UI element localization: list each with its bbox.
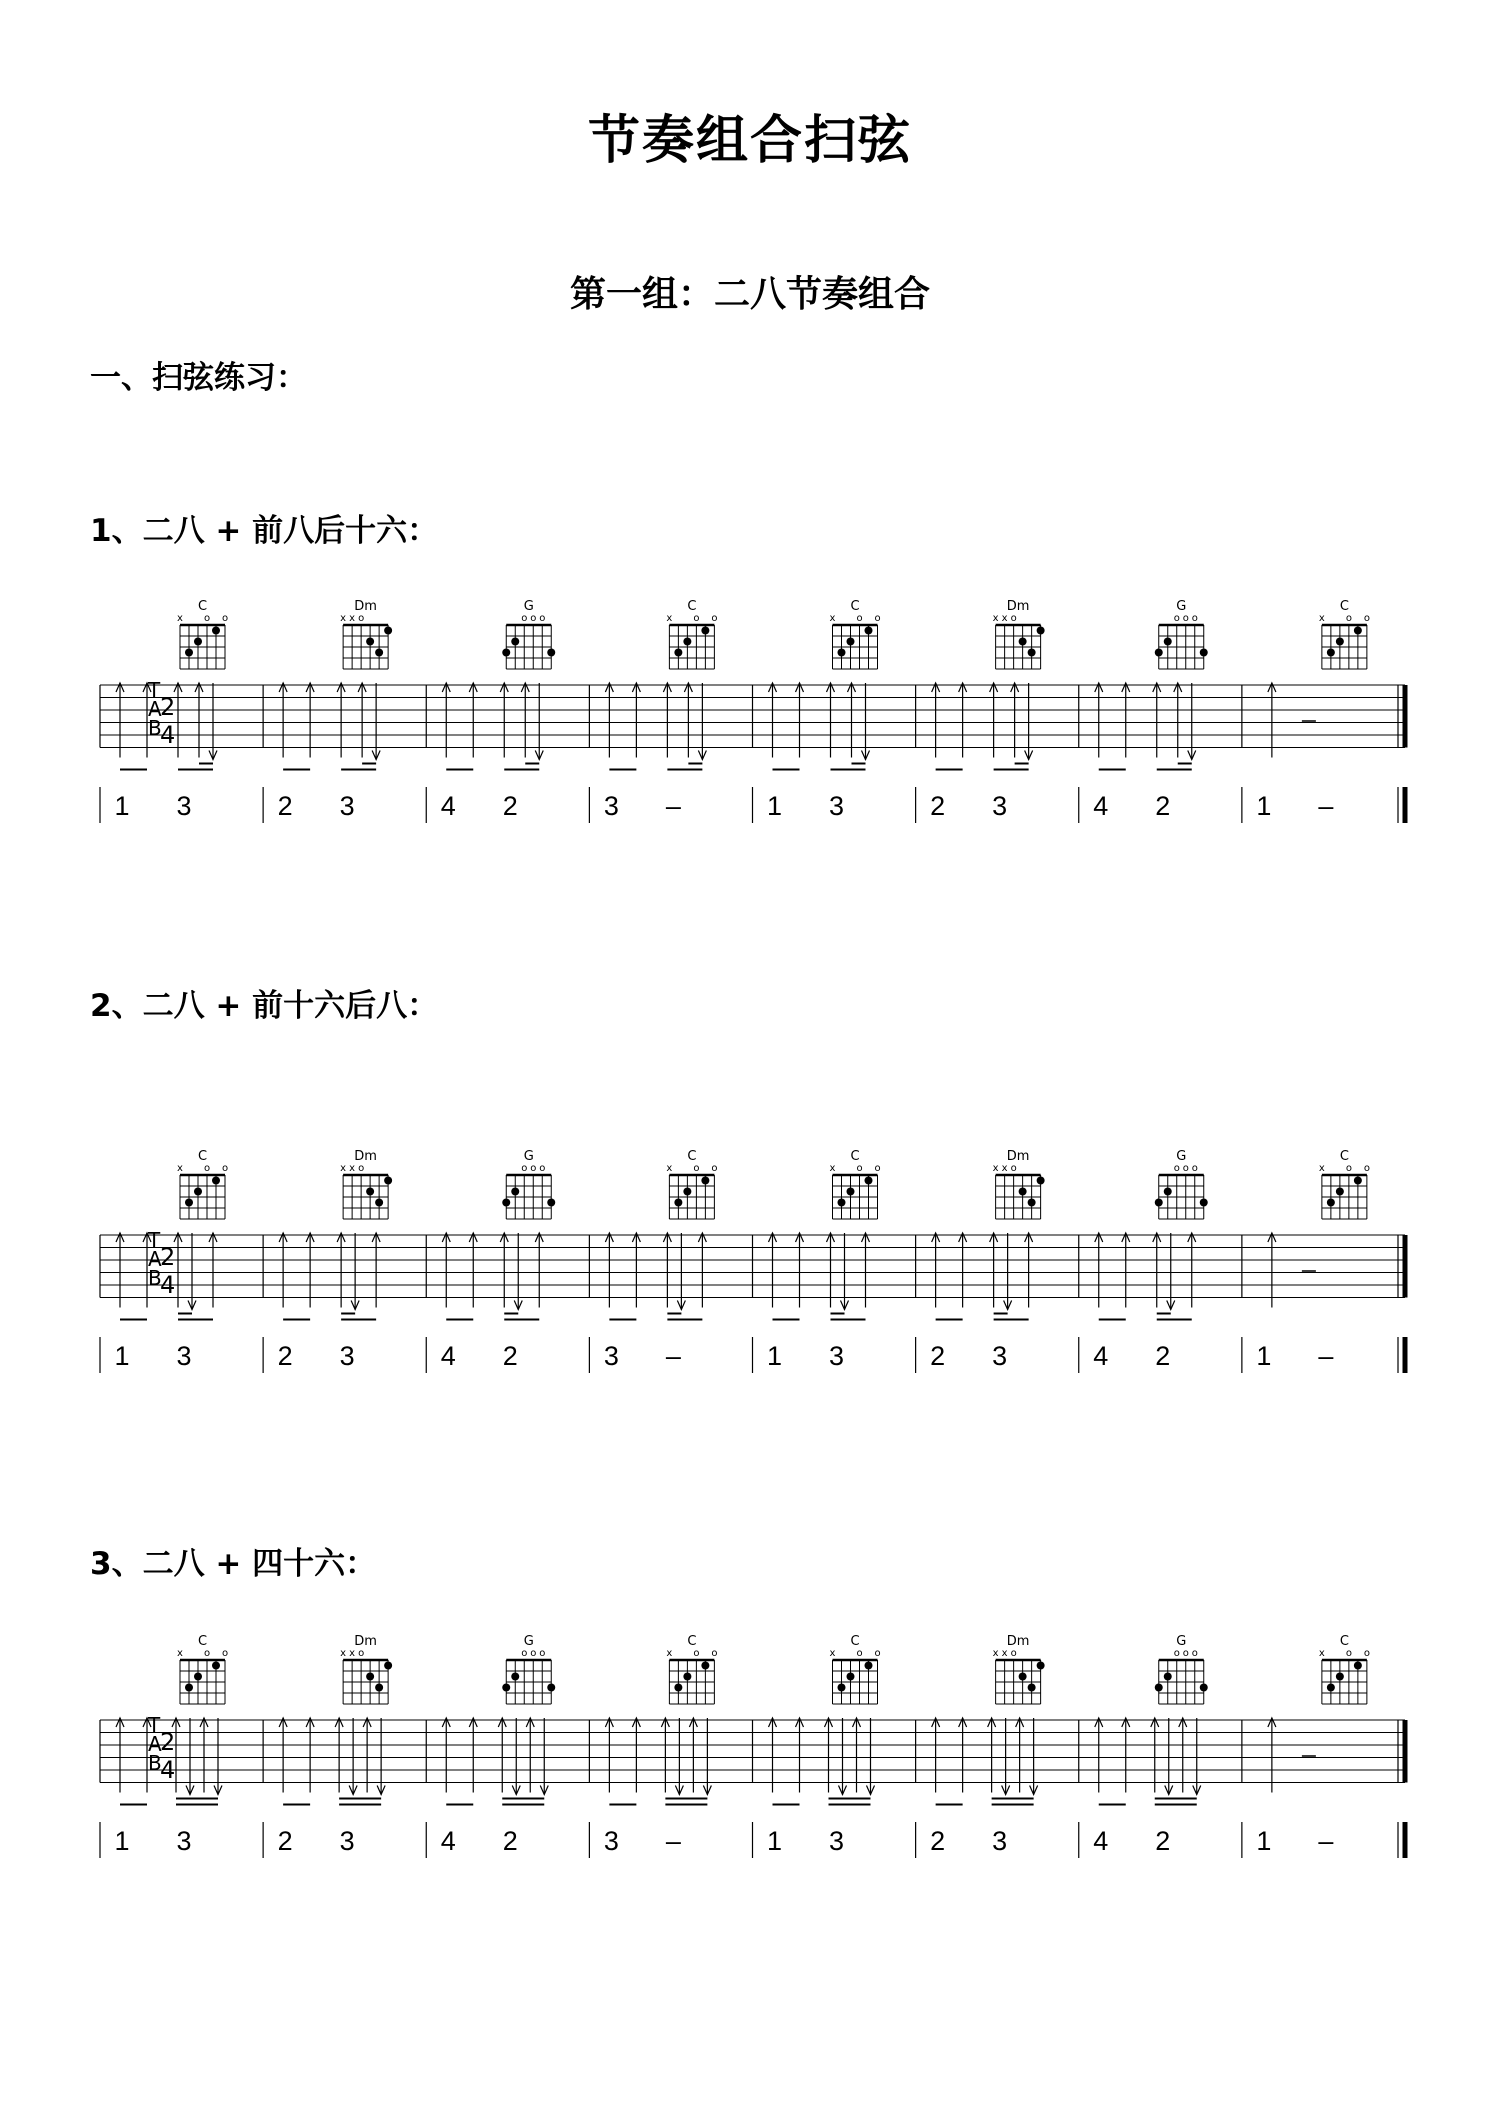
note-number: 3 — [828, 791, 845, 821]
open-marker: o — [1173, 1163, 1180, 1174]
strum-measure — [605, 1233, 706, 1320]
finger-dot — [674, 1199, 682, 1207]
finger-dot — [683, 1188, 691, 1196]
open-marker: o — [530, 1648, 537, 1659]
chord-diagram-c — [666, 1149, 717, 1219]
open-marker: o — [1191, 613, 1198, 624]
note-number: 4 — [440, 1341, 456, 1371]
strum-measure — [279, 683, 380, 770]
chord-diagram-g — [1155, 599, 1208, 669]
note-number: 1 — [114, 1341, 130, 1371]
exercise-3-score — [0, 1625, 1500, 1885]
open-marker: o — [530, 613, 537, 624]
open-marker: o — [711, 613, 718, 624]
sustain-dash: – — [665, 791, 681, 821]
muted-marker: x — [349, 1648, 356, 1659]
tab-letter: A — [148, 1247, 162, 1271]
finger-dot — [1327, 649, 1335, 657]
finger-dot — [511, 1673, 519, 1681]
numbered-notation — [100, 787, 1405, 823]
time-signature-bottom: 4 — [160, 1756, 176, 1784]
open-marker: o — [1173, 613, 1180, 624]
finger-dot — [185, 1684, 193, 1692]
open-marker: o — [221, 1648, 229, 1659]
finger-dot — [366, 638, 374, 646]
exercise-3-label: 3、二八 + 四十六： — [90, 1546, 377, 1582]
tab-letter: A — [148, 697, 162, 721]
strum-measure — [932, 683, 1033, 770]
finger-dot — [1155, 1199, 1163, 1207]
muted-marker: x — [177, 1163, 183, 1174]
finger-dot — [185, 1199, 193, 1207]
chord-diagram-dm — [340, 1634, 392, 1704]
open-marker: o — [1010, 1648, 1017, 1659]
strum-measure — [605, 683, 706, 770]
note-number: 2 — [930, 1826, 946, 1856]
finger-dot — [1164, 638, 1172, 646]
chord-name: Dm — [1006, 1634, 1030, 1649]
open-marker: o — [1345, 1163, 1352, 1174]
strum-measure — [1268, 1718, 1316, 1793]
open-marker: o — [539, 1648, 546, 1659]
chord-diagram-g — [502, 1634, 555, 1704]
time-signature-top: 2 — [160, 1728, 176, 1756]
chord-diagram-c — [177, 1634, 228, 1704]
note-number: 1 — [1256, 1341, 1272, 1371]
finger-dot — [1019, 638, 1027, 646]
note-number: 1 — [1256, 1826, 1272, 1856]
muted-marker: x — [340, 1163, 347, 1174]
note-number: 1 — [766, 791, 783, 821]
open-marker: o — [358, 1163, 365, 1174]
muted-marker: x — [177, 613, 183, 624]
chord-name: C — [850, 1149, 860, 1164]
chord-name: G — [1176, 1149, 1187, 1164]
time-signature-bottom: 4 — [160, 721, 176, 749]
chord-name: Dm — [354, 1149, 377, 1164]
open-marker: o — [1363, 1163, 1370, 1174]
finger-dot — [1354, 1662, 1362, 1670]
chord-name: C — [687, 1149, 697, 1164]
finger-dot — [547, 649, 555, 657]
open-marker: o — [856, 1648, 863, 1659]
open-marker: o — [874, 1163, 881, 1174]
open-marker: o — [693, 1163, 700, 1174]
note-number: 4 — [440, 1826, 456, 1856]
chord-name: C — [1339, 1634, 1349, 1649]
chord-name: Dm — [1006, 1149, 1030, 1164]
chord-name: C — [850, 1634, 860, 1649]
note-number: 3 — [992, 1826, 1008, 1856]
note-number: 1 — [1256, 791, 1272, 821]
open-marker: o — [203, 1648, 211, 1659]
note-number: 3 — [176, 1341, 192, 1371]
chord-name: Dm — [1006, 599, 1030, 614]
tab-letter: T — [148, 1713, 161, 1737]
finger-dot — [502, 1199, 510, 1207]
chord-diagram-dm — [340, 599, 392, 669]
note-number: 2 — [502, 791, 518, 821]
note-number: 3 — [339, 791, 355, 821]
note-number: 3 — [603, 1341, 619, 1371]
strum-measure — [442, 683, 543, 770]
finger-dot — [847, 1188, 855, 1196]
open-marker: o — [711, 1163, 718, 1174]
finger-dot — [511, 1188, 519, 1196]
note-number: 3 — [339, 1826, 355, 1856]
finger-dot — [1354, 627, 1362, 635]
finger-dot — [847, 638, 855, 646]
open-marker: o — [1191, 1163, 1198, 1174]
finger-dot — [1028, 1199, 1036, 1207]
chord-diagram-g — [502, 1149, 555, 1219]
finger-dot — [674, 649, 682, 657]
chord-name: G — [523, 1149, 534, 1164]
open-marker: o — [1010, 613, 1017, 624]
exercise-1-label: 1、二八 + 前八后十六： — [90, 513, 439, 549]
note-number: 3 — [992, 791, 1008, 821]
finger-dot — [1336, 1673, 1344, 1681]
sustain-dash: – — [1318, 1826, 1334, 1856]
chord-name: C — [687, 1634, 697, 1649]
muted-marker: x — [829, 613, 836, 624]
finger-dot — [1164, 1188, 1172, 1196]
exercise-1-score — [0, 590, 1500, 850]
chord-diagram-c — [1319, 599, 1370, 669]
muted-marker: x — [1001, 613, 1008, 624]
note-number: 3 — [828, 1826, 845, 1856]
section-heading: 一、扫弦练习： — [90, 360, 307, 396]
finger-dot — [384, 627, 392, 635]
note-number: 2 — [277, 791, 293, 821]
note-number: 2 — [1155, 1341, 1171, 1371]
tab-staff — [100, 1713, 1405, 1784]
exercise-2-score — [0, 1140, 1500, 1400]
open-marker: o — [521, 1163, 528, 1174]
sustain-dash: – — [1318, 791, 1334, 821]
chord-diagram-c — [666, 1634, 717, 1704]
muted-marker: x — [349, 1163, 356, 1174]
sustain-dash: – — [665, 1341, 681, 1371]
sustain-dash: – — [665, 1826, 681, 1856]
muted-marker: x — [340, 613, 347, 624]
note-number: 3 — [603, 791, 619, 821]
muted-marker: x — [1001, 1648, 1008, 1659]
tab-staff — [100, 678, 1405, 749]
open-marker: o — [693, 1648, 700, 1659]
tab-letter: T — [148, 678, 161, 702]
finger-dot — [683, 1673, 691, 1681]
chord-name: Dm — [354, 599, 377, 614]
open-marker: o — [711, 1648, 718, 1659]
note-number: 4 — [1093, 1341, 1109, 1371]
finger-dot — [547, 1199, 555, 1207]
open-marker: o — [1182, 1163, 1189, 1174]
note-number: 1 — [766, 1826, 783, 1856]
strum-measure — [1095, 1718, 1201, 1805]
tab-letter: B — [148, 1751, 162, 1775]
finger-dot — [194, 1673, 202, 1681]
finger-dot — [502, 1684, 510, 1692]
finger-dot — [1164, 1673, 1172, 1681]
finger-dot — [1354, 1177, 1362, 1185]
sustain-dash: – — [1318, 1341, 1334, 1371]
chord-name: G — [523, 599, 534, 614]
note-number: 2 — [277, 1341, 293, 1371]
tab-letter: B — [148, 716, 162, 740]
chord-name: G — [1176, 599, 1187, 614]
tab-letter: B — [148, 1266, 162, 1290]
note-number: 2 — [277, 1826, 293, 1856]
open-marker: o — [530, 1163, 537, 1174]
note-number: 1 — [114, 1826, 130, 1856]
finger-dot — [865, 627, 873, 635]
finger-dot — [701, 1177, 709, 1185]
open-marker: o — [221, 1163, 229, 1174]
chord-name: C — [1339, 599, 1349, 614]
finger-dot — [384, 1177, 392, 1185]
open-marker: o — [1345, 1648, 1352, 1659]
open-marker: o — [1010, 1163, 1017, 1174]
strum-measure — [279, 1718, 385, 1805]
chord-name: C — [197, 1634, 208, 1649]
chord-diagram-dm — [993, 599, 1045, 669]
note-number: 2 — [1155, 791, 1171, 821]
muted-marker: x — [829, 1648, 836, 1659]
chord-name: C — [197, 1149, 208, 1164]
chord-diagram-c — [177, 599, 228, 669]
note-number: 3 — [339, 1341, 355, 1371]
finger-dot — [375, 1199, 383, 1207]
finger-dot — [1200, 649, 1208, 657]
finger-dot — [1200, 1684, 1208, 1692]
note-number: 4 — [1093, 791, 1109, 821]
note-number: 3 — [828, 1341, 845, 1371]
open-marker: o — [693, 613, 700, 624]
finger-dot — [865, 1662, 873, 1670]
muted-marker: x — [1318, 1648, 1325, 1659]
finger-dot — [674, 1684, 682, 1692]
open-marker: o — [1345, 613, 1352, 624]
open-marker: o — [221, 613, 229, 624]
open-marker: o — [539, 613, 546, 624]
finger-dot — [1327, 1684, 1335, 1692]
finger-dot — [1037, 1177, 1045, 1185]
open-marker: o — [1173, 1648, 1180, 1659]
open-marker: o — [521, 613, 528, 624]
muted-marker: x — [666, 1648, 673, 1659]
group-subtitle: 第一组：二八节奏组合 — [569, 274, 930, 315]
open-marker: o — [1363, 1648, 1370, 1659]
open-marker: o — [1363, 613, 1370, 624]
open-marker: o — [874, 1648, 881, 1659]
finger-dot — [847, 1673, 855, 1681]
finger-dot — [1336, 638, 1344, 646]
note-number: 2 — [502, 1341, 518, 1371]
chord-name: C — [687, 599, 697, 614]
strum-measure — [605, 1718, 711, 1805]
strum-measure — [1095, 683, 1196, 770]
strum-measure — [1268, 1233, 1316, 1308]
strum-measure — [769, 1718, 875, 1805]
muted-marker: x — [340, 1648, 347, 1659]
open-marker: o — [1182, 613, 1189, 624]
note-number: 3 — [176, 1826, 192, 1856]
chord-name: C — [197, 599, 208, 614]
time-signature-bottom: 4 — [160, 1271, 176, 1299]
note-number: 1 — [766, 1341, 783, 1371]
chord-diagram-c — [830, 1149, 881, 1219]
muted-marker: x — [829, 1163, 836, 1174]
finger-dot — [683, 638, 691, 646]
finger-dot — [366, 1673, 374, 1681]
chord-diagram-c — [830, 599, 881, 669]
time-signature-top: 2 — [160, 693, 176, 721]
finger-dot — [838, 1199, 846, 1207]
finger-dot — [212, 627, 220, 635]
muted-marker: x — [177, 1648, 183, 1659]
note-number: 3 — [603, 1826, 619, 1856]
muted-marker: x — [666, 1163, 673, 1174]
note-number: 2 — [930, 791, 946, 821]
note-number: 4 — [440, 791, 456, 821]
finger-dot — [1019, 1673, 1027, 1681]
finger-dot — [1336, 1188, 1344, 1196]
chord-name: Dm — [354, 1634, 377, 1649]
strum-measure — [442, 1233, 543, 1320]
note-number: 3 — [176, 791, 192, 821]
strum-measure — [1095, 1233, 1196, 1320]
chord-diagram-dm — [340, 1149, 392, 1219]
open-marker: o — [358, 613, 365, 624]
finger-dot — [701, 1662, 709, 1670]
chord-diagram-g — [1155, 1149, 1208, 1219]
chord-name: G — [1176, 1634, 1187, 1649]
open-marker: o — [539, 1163, 546, 1174]
open-marker: o — [1191, 1648, 1198, 1659]
note-number: 2 — [502, 1826, 518, 1856]
chord-diagram-c — [830, 1634, 881, 1704]
finger-dot — [194, 1188, 202, 1196]
chord-diagram-dm — [993, 1149, 1045, 1219]
chord-diagram-c — [1319, 1634, 1370, 1704]
strum-measure — [1268, 683, 1316, 758]
time-signature-top: 2 — [160, 1243, 176, 1271]
chord-diagram-g — [502, 599, 555, 669]
chord-name: C — [850, 599, 860, 614]
open-marker: o — [1182, 1648, 1189, 1659]
open-marker: o — [521, 1648, 528, 1659]
finger-dot — [1037, 627, 1045, 635]
muted-marker: x — [992, 613, 999, 624]
muted-marker: x — [992, 1163, 999, 1174]
strum-measure — [442, 1718, 548, 1805]
chord-diagram-dm — [993, 1634, 1045, 1704]
note-number: 4 — [1093, 1826, 1109, 1856]
muted-marker: x — [666, 613, 673, 624]
open-marker: o — [874, 613, 881, 624]
chord-name: G — [523, 1634, 534, 1649]
muted-marker: x — [1318, 613, 1325, 624]
open-marker: o — [856, 1163, 863, 1174]
numbered-notation — [100, 1822, 1405, 1858]
finger-dot — [1327, 1199, 1335, 1207]
muted-marker: x — [1001, 1163, 1008, 1174]
open-marker: o — [358, 1648, 365, 1659]
note-number: 3 — [992, 1341, 1008, 1371]
tab-staff — [100, 1228, 1405, 1299]
chord-name: C — [1339, 1149, 1349, 1164]
open-marker: o — [203, 613, 211, 624]
open-marker: o — [856, 613, 863, 624]
finger-dot — [701, 627, 709, 635]
note-number: 2 — [930, 1341, 946, 1371]
chord-diagram-c — [1319, 1149, 1370, 1219]
muted-marker: x — [349, 613, 356, 624]
strum-measure — [932, 1233, 1033, 1320]
finger-dot — [375, 1684, 383, 1692]
tab-letter: A — [148, 1732, 162, 1756]
finger-dot — [1028, 1684, 1036, 1692]
finger-dot — [511, 638, 519, 646]
finger-dot — [212, 1662, 220, 1670]
finger-dot — [865, 1177, 873, 1185]
finger-dot — [375, 649, 383, 657]
muted-marker: x — [1318, 1163, 1325, 1174]
finger-dot — [502, 649, 510, 657]
exercise-2-label: 2、二八 + 前十六后八： — [90, 988, 439, 1024]
page-title: 节奏组合扫弦 — [587, 111, 912, 171]
strum-measure — [279, 1233, 380, 1320]
finger-dot — [212, 1177, 220, 1185]
chord-diagram-c — [666, 599, 717, 669]
strum-measure — [769, 1233, 870, 1320]
strum-measure — [769, 683, 870, 770]
numbered-notation — [100, 1337, 1405, 1373]
finger-dot — [1028, 649, 1036, 657]
finger-dot — [1200, 1199, 1208, 1207]
note-number: 1 — [114, 791, 130, 821]
chord-diagram-c — [177, 1149, 228, 1219]
tab-letter: T — [148, 1228, 161, 1252]
finger-dot — [1155, 649, 1163, 657]
note-number: 2 — [1155, 1826, 1171, 1856]
finger-dot — [838, 1684, 846, 1692]
finger-dot — [838, 649, 846, 657]
finger-dot — [194, 638, 202, 646]
strum-measure — [932, 1718, 1038, 1805]
finger-dot — [1155, 1684, 1163, 1692]
finger-dot — [1037, 1662, 1045, 1670]
finger-dot — [185, 649, 193, 657]
finger-dot — [384, 1662, 392, 1670]
finger-dot — [547, 1684, 555, 1692]
muted-marker: x — [992, 1648, 999, 1659]
finger-dot — [366, 1188, 374, 1196]
chord-diagram-g — [1155, 1634, 1208, 1704]
finger-dot — [1019, 1188, 1027, 1196]
open-marker: o — [203, 1163, 211, 1174]
